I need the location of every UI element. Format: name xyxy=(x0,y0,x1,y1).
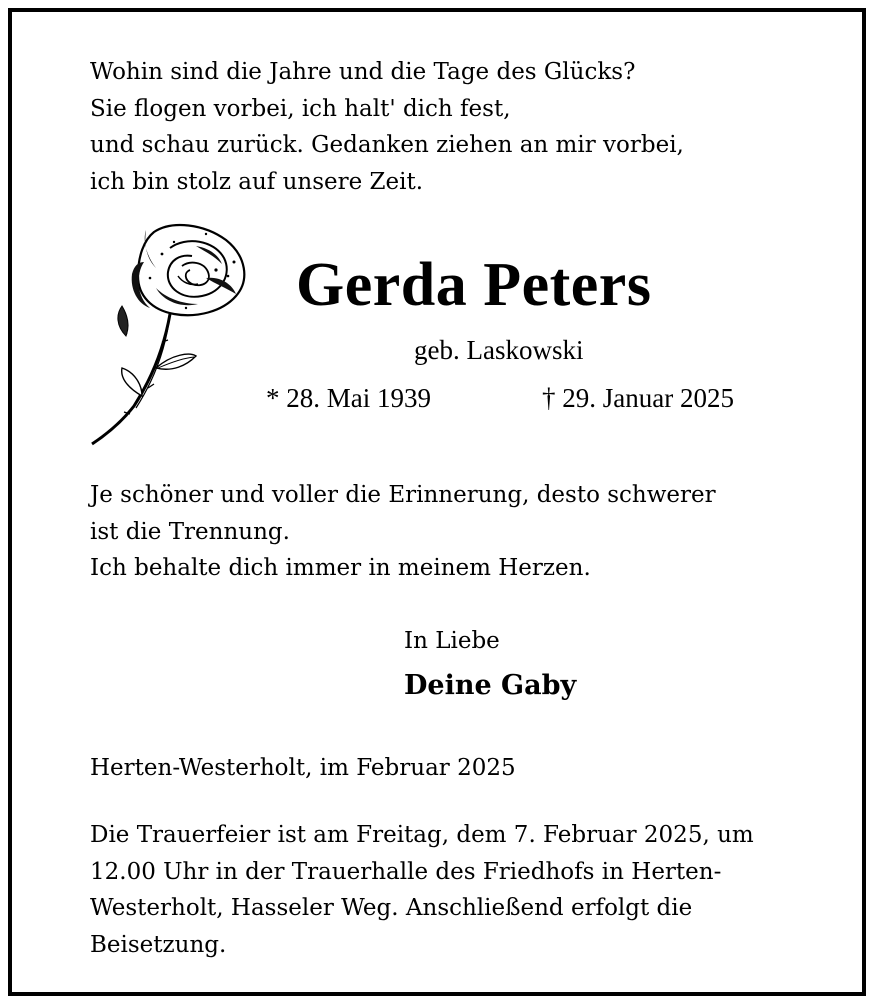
ceremony-info xyxy=(90,817,754,963)
quote-line: ist die Trennung. xyxy=(90,518,290,545)
birth-date: * 28. Mai 1939 xyxy=(266,383,431,413)
maiden-name: geb. Laskowski xyxy=(414,335,584,365)
ceremony-line: Die Trauerfeier ist am Freitag, dem 7. Februar 2025, um xyxy=(90,822,754,848)
deceased-name: Gerda Peters xyxy=(296,251,652,319)
ceremony-line: 12.00 Uhr in der Trauerhalle des Friedhofs in Herten- xyxy=(90,858,722,885)
ceremony-line: Westerholt, Hasseler Weg. Anschließend erfolgt die xyxy=(90,895,693,921)
poem-line: Sie flogen vorbei, ich halt' dich fest, xyxy=(90,95,511,122)
ceremony-line: Beisetzung. xyxy=(90,931,227,958)
closing-phrase: In Liebe xyxy=(404,628,500,654)
memorial-quote xyxy=(90,477,716,587)
signature: Deine Gaby xyxy=(404,670,577,701)
poem xyxy=(90,54,684,200)
death-date: † 29. Januar 2025 xyxy=(542,383,734,413)
quote-line: Ich behalte dich immer in meinem Herzen. xyxy=(90,555,591,581)
poem-line: Wohin sind die Jahre und die Tage des Glücks? xyxy=(90,59,636,85)
rose-icon xyxy=(86,218,256,448)
place-date: Herten-Westerholt, im Februar 2025 xyxy=(90,755,516,781)
poem-line: und schau zurück. Gedanken ziehen an mir vorbei, xyxy=(90,132,684,158)
quote-line: Je schöner und voller die Erinnerung, desto schwerer xyxy=(90,482,716,508)
poem-line: ich bin stolz auf unsere Zeit. xyxy=(90,168,424,195)
